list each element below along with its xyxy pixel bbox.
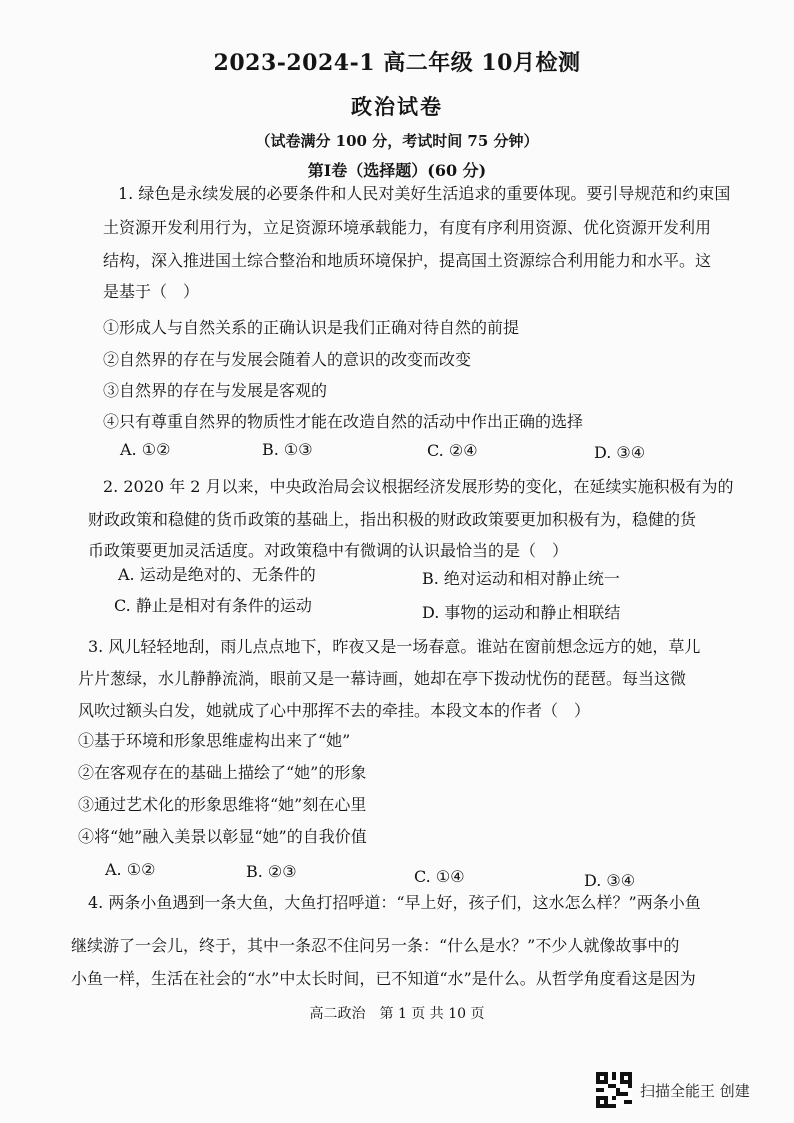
q1-statement: ④只有尊重自然界的物质性才能在改造自然的活动中作出正确的选择: [103, 412, 584, 431]
q3-option-b: B. ②③: [246, 862, 297, 881]
scanner-watermark: 扫描全能王 创建: [640, 1082, 750, 1100]
q1-line: 1. 绿色是永续发展的必要条件和人民对美好生活追求的重要体现。要引导规范和约束国: [118, 184, 731, 203]
exam-title: 2023-2024-1 高二年级 10月检测: [213, 50, 581, 76]
q3-line: 片片葱绿，水儿静静流淌，眼前又是一幕诗画，她却在亭下拨动忧伤的琵琶。每当这微: [78, 669, 687, 688]
q2-line: 财政政策和稳健的货币政策的基础上，指出积极的财政政策要更加积极有为，稳健的货: [88, 510, 697, 529]
q2-option-b: B. 绝对运动和相对静止统一: [422, 569, 620, 588]
page-footer: 高二政治 第 1 页 共 10 页: [309, 1006, 485, 1022]
q2-option-d: D. 事物的运动和静止相联结: [422, 603, 621, 622]
q2-line: 币政策要更加灵活适度。对政策稳中有微调的认识最恰当的是（ ）: [88, 541, 569, 560]
q3-line: 风吹过额头白发，她就成了心中那挥不去的牵挂。本段文本的作者（ ）: [78, 701, 591, 720]
q1-option-c: C. ②④: [427, 441, 478, 460]
q3-option-a: A. ①②: [105, 860, 156, 879]
subject-title: 政治试卷: [351, 94, 443, 119]
q3-statement: ④将“她”融入美景以彰显“她”的自我价值: [78, 827, 367, 846]
q1-option-b: B. ①③: [262, 440, 313, 459]
qr-code-icon: [596, 1072, 632, 1108]
q3-option-c: C. ①④: [414, 867, 465, 886]
q4-line: 小鱼一样，生活在社会的“水”中太长时间，已不知道“水”是什么。从哲学角度看这是因为: [71, 969, 696, 988]
q1-statement: ③自然界的存在与发展是客观的: [103, 381, 328, 400]
q3-option-d: D. ③④: [584, 871, 636, 890]
exam-note: （试卷满分 100 分，考试时间 75 分钟）: [255, 132, 539, 150]
q2-line: 2. 2020 年 2 月以来，中央政治局会议根据经济发展形势的变化，在延续实施积极有为的: [103, 477, 734, 496]
q1-line: 结构，深入推进国土综合整治和地质环境保护，提高国土资源综合利用能力和水平。这: [103, 251, 712, 270]
q4-line: 继续游了一会儿，终于，其中一条忍不住问另一条：“什么是水？”不少人就像故事中的: [71, 936, 680, 955]
q1-line: 土资源开发利用行为，立足资源环境承载能力，有度有序利用资源、优化资源开发利用: [103, 218, 712, 237]
q3-statement: ②在客观存在的基础上描绘了“她”的形象: [78, 763, 367, 782]
q1-option-a: A. ①②: [120, 440, 171, 459]
q1-statement: ②自然界的存在与发展会随着人的意识的改变而改变: [103, 350, 472, 369]
q3-line: 3. 风儿轻轻地刮，雨儿点点地下，昨夜又是一场春意。谁站在窗前想念远方的她，草儿: [88, 637, 701, 656]
q2-option-c: C. 静止是相对有条件的运动: [114, 596, 312, 615]
q1-option-d: D. ③④: [594, 443, 646, 462]
q1-line: 是基于（ ）: [103, 282, 200, 301]
q3-statement: ③通过艺术化的形象思维将“她”刻在心里: [78, 795, 367, 814]
section-heading: 第Ⅰ卷（选择题）(60 分): [307, 161, 487, 180]
q2-option-a: A. 运动是绝对的、无条件的: [118, 565, 316, 584]
q1-statement: ①形成人与自然关系的正确认识是我们正确对待自然的前提: [103, 318, 520, 337]
q3-statement: ①基于环境和形象思维虚构出来了“她”: [78, 731, 351, 750]
q4-line: 4. 两条小鱼遇到一条大鱼，大鱼打招呼道：“早上好，孩子们，这水怎么样？”两条小鱼: [88, 893, 701, 912]
